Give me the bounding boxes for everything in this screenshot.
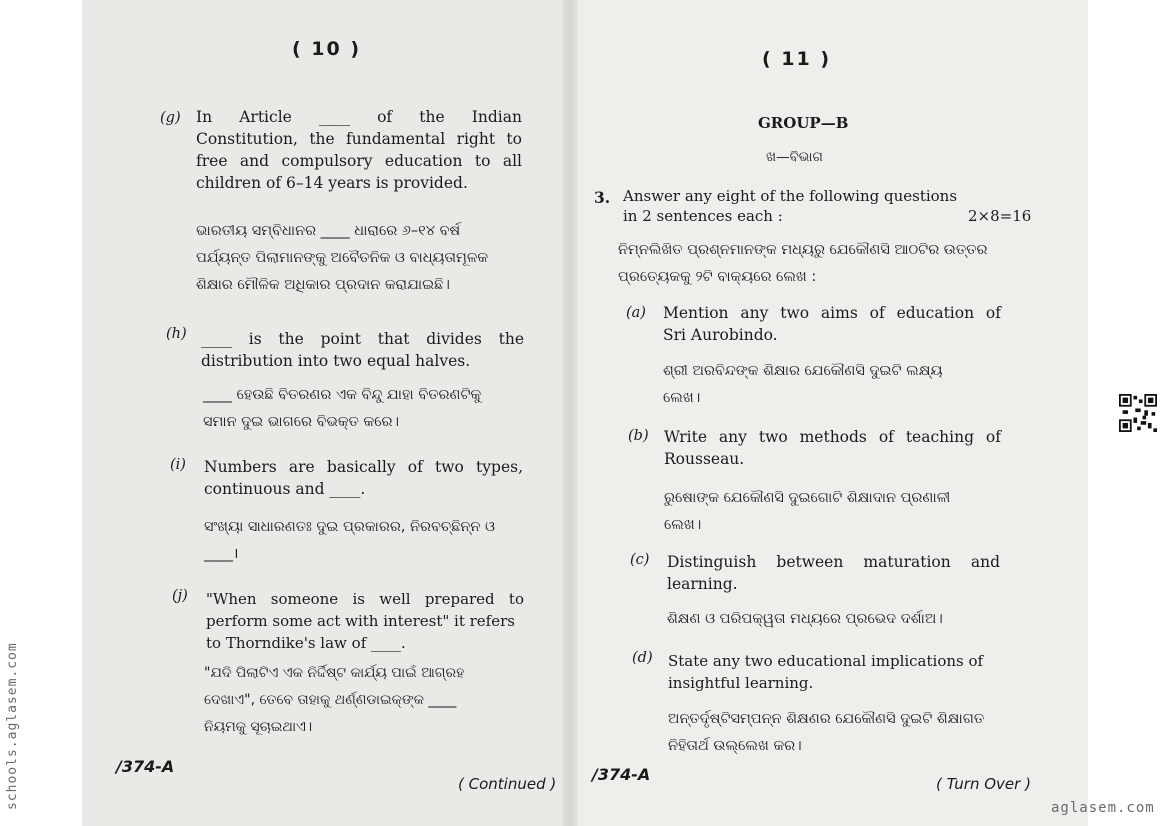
text-line: ଭାରତୀୟ ସମ୍ବିଧାନର ____ ଧାରାରେ ୬–୧୪ ବର୍ଷ: [196, 223, 461, 239]
question-text-en: [196, 106, 522, 194]
text-line: in 2 sentences each :: [623, 207, 783, 225]
item-label: (d): [632, 650, 653, 666]
text-line: children of 6–14 years is provided.: [196, 174, 468, 192]
group-title: GROUP—B: [758, 114, 849, 132]
text-line: continuous and ____.: [204, 480, 366, 498]
text-line: distribution into two equal halves.: [201, 352, 471, 370]
watermark-vertical: schools.aglasem.com: [5, 642, 20, 810]
text-line: ଲେଖ।: [664, 517, 702, 533]
group-title-od: ଖ—ବିଭାଗ: [766, 149, 823, 165]
question-text-en: [201, 328, 524, 372]
qr-code-icon: [1119, 394, 1157, 432]
text-line: In Article ____ of the Indian: [196, 108, 522, 126]
item-label: (i): [170, 457, 186, 473]
item-label: (b): [628, 428, 649, 444]
text-line: ଶ୍ରୀ ଅରବିନ୍ଦଙ୍କ ଶିକ୍ଷାର ଯେକୌଣସି ଦୁଇଟି ଲକ୍ଷ୍ୟ: [663, 363, 943, 379]
text-line: ସମାନ ଦୁଇ ଭାଗରେ ବିଭକ୍ତ କରେ।: [203, 414, 400, 430]
question-text-en: [667, 551, 1000, 595]
question-text-od: [667, 606, 1007, 633]
text-line: State any two educational implications of: [668, 652, 984, 670]
text-line: ନିୟମକୁ ସୂଚାଇଥାଏ।: [204, 719, 313, 735]
question-text-od: [668, 706, 1013, 760]
footer-note-left: ( Continued ): [458, 775, 557, 793]
item-label: (g): [160, 110, 181, 126]
text-line: free and compulsory education to all: [196, 152, 522, 170]
question-text-od: [204, 514, 529, 568]
text-line: perform some act with interest" it refers: [206, 612, 515, 630]
text-line: ____।: [204, 546, 239, 562]
text-line: ପ୍ରତ୍ୟେକକୁ ୨ଟି ବାକ୍ୟରେ ଲେଖ :: [618, 269, 817, 285]
question-text-od: [663, 358, 1008, 412]
question-text-od: [664, 485, 1009, 539]
page-number-left: ( 10 ): [292, 38, 362, 60]
text-line: Constitution, the fundamental right to: [196, 130, 522, 148]
text-line: ଶିକ୍ଷଣ ଓ ପରିପକ୍ୱତା ମଧ୍ୟରେ ପ୍ରଭେଦ ଦର୍ଶାଅ।: [667, 611, 943, 627]
text-line: ଦେଖାଏ", ତେବେ ତାହାକୁ ଥର୍ଣ୍ଣଡାଇକ୍‌ଙ୍କ ____: [204, 692, 457, 708]
text-line: Mention any two aims of education of: [663, 304, 1001, 322]
page-number-right: ( 11 ): [762, 48, 832, 70]
text-line: Numbers are basically of two types,: [204, 458, 523, 476]
text-line: ଶିକ୍ଷାର ମୌଳିକ ଅଧିକାର ପ୍ରଦାନ କରାଯାଇଛି।: [196, 277, 450, 293]
item-label: (h): [166, 326, 187, 342]
text-line: Distinguish between maturation and: [667, 553, 1000, 571]
question-text-en: [204, 456, 523, 500]
question-text-od: [204, 660, 534, 741]
text-line: ନିମ୍ନଲିଖିତ ପ୍ରଶ୍ନମାନଙ୍କ ମଧ୍ୟରୁ ଯେକୌଣସି ଆଠଟିର ଉତ୍ତର: [618, 242, 988, 258]
question-text-od: [196, 218, 526, 299]
text-line: Answer any eight of the following questions: [623, 187, 958, 205]
text-line: ____ ହେଉଛି ବିତରଣର ଏକ ବିନ୍ଦୁ ଯାହା ବିତରଣଟିକୁ: [203, 387, 482, 403]
question-text-en: [663, 302, 1001, 346]
text-line: ପର୍ଯ୍ୟନ୍ତ ପିଲାମାନଙ୍କୁ ଅବୈତନିକ ଓ ବାଧ୍ୟତାମୂଳକ: [196, 250, 489, 266]
text-line: Rousseau.: [664, 450, 745, 468]
watermark-bottom-right: aglasem.com: [1051, 800, 1155, 816]
footer-code-right: /374-A: [592, 765, 651, 784]
text-line: ନିହିତାର୍ଥ ଉଲ୍ଲେଖ କର।: [668, 738, 802, 754]
footer-note-right: ( Turn Over ): [936, 775, 1031, 793]
footer-code-left: /374-A: [116, 757, 175, 776]
text-line: "ଯଦି ପିଲାଟିଏ ଏକ ନିର୍ଦ୍ଦିଷ୍ଟ କାର୍ଯ୍ୟ ପାଇଁ ଆଗ୍ରହ: [204, 665, 465, 681]
item-label: (a): [626, 305, 646, 321]
text-line: ରୁଷୋଙ୍କ ଯେକୌଣସି ଦୁଇଗୋଟି ଶିକ୍ଷାଦାନ ପ୍ରଣାଳୀ: [664, 490, 951, 506]
text-line: ସଂଖ୍ୟା ସାଧାରଣତଃ ଦୁଇ ପ୍ରକାରର, ନିରବଚ୍ଛିନ୍ନ ଓ: [204, 519, 495, 535]
item-label: (c): [630, 552, 650, 568]
question-instructions-od: [618, 237, 1008, 291]
marks-allocation: 2×8=16: [968, 207, 1032, 225]
text-line: Write any two methods of teaching of: [664, 428, 1001, 446]
item-label: (j): [172, 588, 188, 604]
text-line: ____ is the point that divides the: [201, 330, 524, 348]
text-line: to Thorndike's law of ____.: [206, 634, 406, 652]
question-text-en: [668, 650, 1013, 694]
question-number: 3.: [594, 188, 611, 207]
question-text-en: [664, 426, 1001, 470]
book-gutter: [562, 0, 578, 826]
text-line: ଲେଖ।: [663, 390, 701, 406]
text-line: "When someone is well prepared to: [206, 590, 524, 608]
text-line: Sri Aurobindo.: [663, 326, 778, 344]
question-text-en: [206, 588, 524, 654]
question-text-od: [203, 382, 533, 436]
text-line: insightful learning.: [668, 674, 814, 692]
question-instructions-en: [623, 186, 1003, 226]
text-line: ଅନ୍ତର୍ଦୃଷ୍ଟିସମ୍ପନ୍ନ ଶିକ୍ଷଣର ଯେକୌଣସି ଦୁଇଟି ଶିକ୍ଷାଗତ: [668, 711, 985, 727]
text-line: learning.: [667, 575, 738, 593]
